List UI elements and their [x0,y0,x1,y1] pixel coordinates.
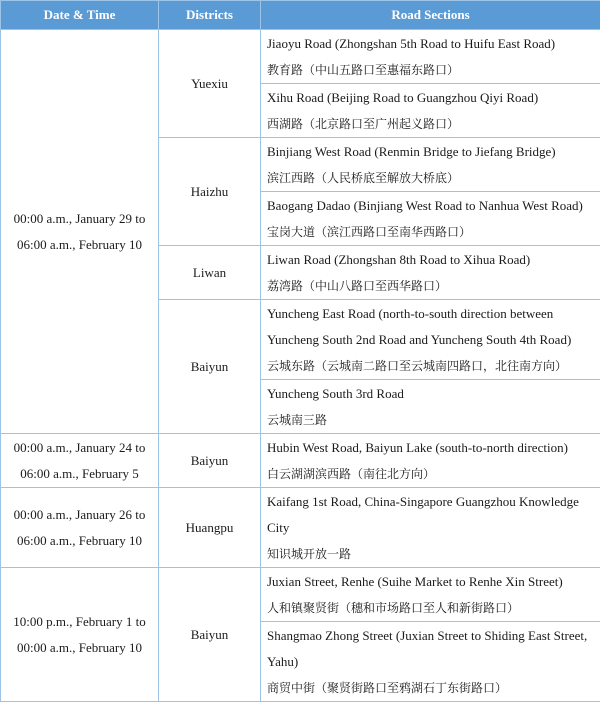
district-cell: Baiyun [159,568,261,702]
header-row [1,1,600,30]
date-start: 00:00 a.m., January 29 to [13,210,146,226]
road-section-cell [261,568,600,622]
road-name-en: Binjiang West Road (Renmin Bridge to Jiefang Bridge) [267,144,556,159]
district-cell: Yuexiu [159,30,261,138]
district-cell: Baiyun [159,300,261,434]
header-road-sections: Road Sections [261,1,600,30]
header-districts: Districts [159,1,261,30]
road-name-cn: 西湖路（北京路口至广州起义路口） [267,117,460,131]
road-name-cn: 宝岗大道（滨江西路口至南华西路口） [267,225,472,239]
district-cell: Baiyun [159,434,261,488]
header-date-time: Date & Time [1,1,159,30]
date-end: 06:00 a.m., February 10 [17,532,142,548]
date-end: 00:00 a.m., February 10 [17,639,142,655]
road-name-cn: 云城东路（云城南二路口至云城南四路口，北往南方向） [267,359,568,373]
table-row [1,488,600,568]
road-name-cn: 白云湖湖滨西路（南往北方向） [267,467,436,481]
road-name-en: Kaifang 1st Road, China-Singapore Guangzhou Knowledge City [267,494,579,535]
district-cell: Huangpu [159,488,261,568]
road-name-cn: 教育路（中山五路口至惠福东路口） [267,63,460,77]
road-section-cell [261,246,600,300]
district-cell: Haizhu [159,138,261,246]
date-time-cell [1,488,159,568]
road-name-en: Yuncheng South 3rd Road [267,386,404,401]
district-cell: Liwan [159,246,261,300]
table-row [1,568,600,622]
road-name-cn: 知识城开放一路 [267,547,352,561]
table-header [1,1,600,30]
road-section-cell [261,30,600,84]
date-time-cell [1,434,159,488]
date-end: 06:00 a.m., February 5 [20,465,139,481]
road-name-en: Shangmao Zhong Street (Juxian Street to Shiding East Street, Yahu) [267,628,588,669]
date-start: 10:00 p.m., February 1 to [13,613,146,629]
date-time-cell [1,568,159,702]
road-name-en: Xihu Road (Beijing Road to Guangzhou Qiyi Road) [267,90,539,105]
date-start: 00:00 a.m., January 24 to [13,439,146,455]
road-name-en: Hubin West Road, Baiyun Lake (south-to-north direction) [267,440,568,455]
table-row [1,30,600,84]
date-time-cell [1,30,159,434]
road-name-cn: 商贸中街（聚贤街路口至鸦湖石丁东街路口） [267,681,508,695]
road-section-cell [261,488,600,568]
road-name-cn: 荔湾路（中山八路口至西华路口） [267,279,448,293]
table-body [1,30,600,702]
date-start: 00:00 a.m., January 26 to [13,506,146,522]
road-section-cell [261,380,600,434]
road-section-cell [261,84,600,138]
road-section-cell [261,300,600,380]
road-section-cell [261,622,600,702]
table-row [1,434,600,488]
date-end: 06:00 a.m., February 10 [17,236,142,252]
road-section-cell [261,138,600,192]
road-name-en: Baogang Dadao (Binjiang West Road to Nanhua West Road) [267,198,583,213]
road-name-cn: 人和镇聚贤街（穗和市场路口至人和新街路口） [267,601,520,615]
road-name-en: Jiaoyu Road (Zhongshan 5th Road to Huifu East Road) [267,36,556,51]
road-name-en: Liwan Road (Zhongshan 8th Road to Xihua Road) [267,252,531,267]
road-section-cell [261,192,600,246]
road-name-en: Juxian Street, Renhe (Suihe Market to Renhe Xin Street) [267,574,563,589]
road-name-cn: 滨江西路（人民桥底至解放大桥底） [267,171,460,185]
road-name-cn: 云城南三路 [267,413,328,427]
road-section-cell [261,434,600,488]
road-name-en: Yuncheng East Road (north-to-south direction between Yuncheng South 2nd Road and Yuncheng South 4th Road) [267,306,572,347]
